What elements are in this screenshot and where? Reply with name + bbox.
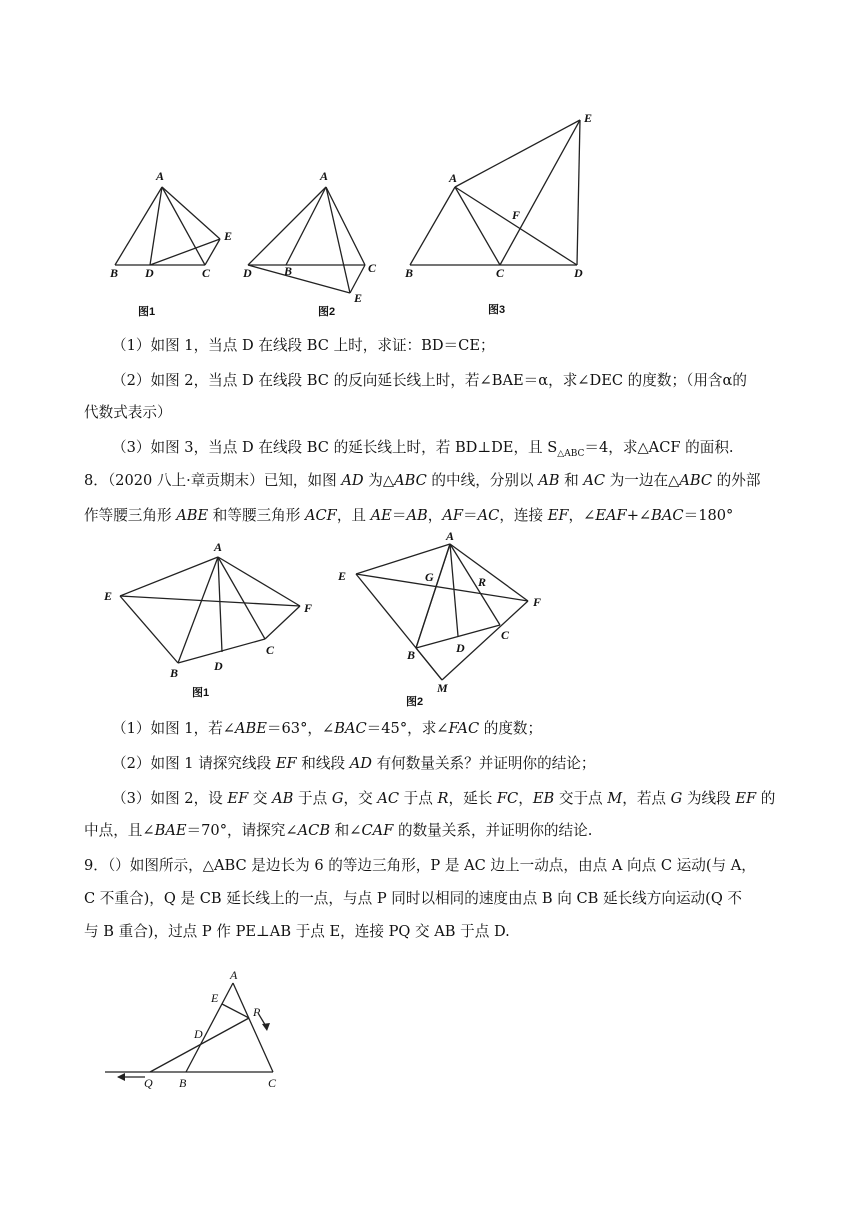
q8-var: EAF <box>595 507 627 524</box>
q8-text: 于点 <box>399 790 438 807</box>
q7-figure-2 <box>240 165 390 320</box>
q8-var: FC <box>496 790 519 807</box>
label-C: C <box>368 261 377 275</box>
q7-figure-1 <box>100 165 250 320</box>
label-R: R <box>478 575 487 589</box>
q8-text: ＝180° <box>683 507 734 524</box>
label-F: F <box>512 208 521 222</box>
label-A: A <box>230 968 238 982</box>
label-B: B <box>179 1076 187 1090</box>
q9-figure <box>105 965 295 1095</box>
q8-text: 中点，且∠ <box>84 822 155 839</box>
q8-text: 的度数； <box>479 720 543 737</box>
q8-text: 的中线，分别以 <box>426 472 539 489</box>
q8-text: ＝70°，请探究∠ <box>186 822 298 839</box>
label-B: B <box>405 266 414 280</box>
q8-text: +∠ <box>626 507 652 524</box>
q8-var: ABC <box>394 472 427 489</box>
q8-text: 的数量关系，并证明你的结论. <box>393 822 593 839</box>
label-A: A <box>320 169 329 183</box>
q8-var: AD <box>341 472 364 489</box>
q8-var: EF <box>547 507 569 524</box>
figure-caption: 图2 <box>406 696 424 708</box>
q7-part-3-text-end: ＝4，求△ACF 的面积. <box>584 439 734 456</box>
label-B: B <box>407 648 416 662</box>
q8-text: ＝ <box>391 507 407 524</box>
label-D: D <box>456 641 465 655</box>
q8-var: AE <box>370 507 392 524</box>
q8-var: ABE <box>176 507 209 524</box>
label-C: C <box>268 1076 277 1090</box>
q8-text: ＝63°，∠ <box>266 720 335 737</box>
label-A: A <box>156 169 165 183</box>
q8-text: 和线段 <box>296 755 350 772</box>
q8-text: ，延长 <box>448 790 497 807</box>
label-F: F <box>304 601 313 615</box>
q8-text: 作等腰三角形 <box>84 507 177 524</box>
q8-var: ACF <box>304 507 337 524</box>
q8-text: 为一边在△ <box>605 472 680 489</box>
q8-text: ＝45°，求∠ <box>366 720 449 737</box>
q8-var: G <box>331 790 344 807</box>
q8-var: AB <box>406 507 428 524</box>
q8-var: EF <box>735 790 757 807</box>
q7-part-3-subscript: △ABC <box>557 448 585 459</box>
label-E: E <box>211 991 219 1005</box>
label-E: E <box>354 291 363 305</box>
label-B: B <box>170 666 179 680</box>
q9-stem-line-1: 9．（）如图所示，△ABC 是边长为 6 的等边三角形，P 是 AC 边上一动点，由点 A 向点 C 运动(与 A， <box>84 857 756 874</box>
q8-text: ，若点 <box>622 790 671 807</box>
q8-text: ＝ <box>463 507 478 524</box>
q8-var: EF <box>275 755 297 772</box>
label-D: D <box>574 266 583 280</box>
label-E: E <box>224 229 233 243</box>
q8-var: ABE <box>235 720 267 737</box>
label-D: D <box>214 659 223 673</box>
figure-caption: 图3 <box>488 304 506 316</box>
label-D: D <box>243 266 252 280</box>
q7-part-1: （1）如图 1，当点 D 在线段 BC 上时，求证：BD＝CE； <box>112 337 495 354</box>
q8-stem-line-1 <box>84 471 778 491</box>
label-E: E <box>584 111 593 125</box>
q8-text: 和 <box>559 472 584 489</box>
q8-text: （1）如图 1，若∠ <box>112 720 235 737</box>
q7-part-3-text: （3）如图 3，当点 D 在线段 BC 的延长线上时，若 BD⊥DE，且 S <box>112 439 558 456</box>
label-B: B <box>284 264 293 278</box>
label-C: C <box>266 643 275 657</box>
q8-text: ，交 <box>343 790 378 807</box>
label-F: F <box>533 595 542 609</box>
q8-text: 为△ <box>363 472 395 489</box>
q8-text: （3）如图 2，设 <box>112 790 228 807</box>
q8-var: AB <box>538 472 560 489</box>
figure-caption: 图2 <box>318 306 336 318</box>
label-P: P <box>253 1005 261 1019</box>
q8-text: ，连接 <box>499 507 548 524</box>
figure-caption: 图1 <box>138 306 156 318</box>
label-A: A <box>446 529 455 543</box>
q8-stem-line-2 <box>84 506 778 526</box>
q8-var: ABC <box>679 472 713 489</box>
q8-var: BAC <box>651 507 684 524</box>
q9-stem-line-2: C 不重合)，Q 是 CB 延长线上的一点，与点 P 同时以相同的速度由点 B 向 CB 延长线方向运动(Q 不 <box>84 890 743 907</box>
q8-var: BAE <box>154 822 187 839</box>
q8-var: AB <box>272 790 294 807</box>
q8-var: ACB <box>297 822 331 839</box>
q8-var: M <box>607 790 623 807</box>
label-E: E <box>338 569 347 583</box>
label-M: M <box>437 681 448 695</box>
q8-figure-1 <box>100 538 320 698</box>
q8-var: AD <box>349 755 372 772</box>
q8-figure-2 <box>330 528 560 708</box>
label-C: C <box>496 266 505 280</box>
q8-text: ， <box>518 790 533 807</box>
q8-text: 和等腰三角形 <box>208 507 305 524</box>
q8-text: （2）如图 1 请探究线段 <box>112 755 276 772</box>
q8-text: 有何数量关系？并证明你的结论； <box>371 755 596 772</box>
q8-text: 8．（2020 八上·章贡期末）已知，如图 <box>84 472 342 489</box>
q8-text: ， <box>427 507 443 524</box>
q8-text: 为线段 <box>682 790 736 807</box>
q8-var: AF <box>442 507 463 524</box>
q8-var: CAF <box>361 822 394 839</box>
q8-text: 交 <box>248 790 273 807</box>
label-G: G <box>425 570 434 584</box>
q8-var: AC <box>377 790 400 807</box>
q8-part-2 <box>112 754 778 774</box>
q8-var: EF <box>227 790 249 807</box>
q7-part-2-cont: 代数式表示） <box>84 404 172 421</box>
label-B: B <box>110 266 119 280</box>
q8-var: AC <box>477 507 500 524</box>
q8-var: G <box>670 790 683 807</box>
label-C: C <box>202 266 211 280</box>
label-D: D <box>194 1027 203 1041</box>
q8-text: 的外部 <box>712 472 761 489</box>
q7-part-2: （2）如图 2，当点 D 在线段 BC 的反向延长线上时，若∠BAE＝α，求∠DEC 的度数；（用含α的 <box>112 372 747 389</box>
q8-text: ，且 <box>336 507 371 524</box>
q8-part-3 <box>112 789 778 809</box>
q8-text: 和∠ <box>330 822 362 839</box>
q8-text: 的 <box>756 790 776 807</box>
q8-part-3-cont <box>84 821 778 841</box>
q8-var: EB <box>532 790 555 807</box>
label-C: C <box>501 628 510 642</box>
label-D: D <box>145 266 154 280</box>
q7-figure-3 <box>400 110 610 320</box>
q8-var: BAC <box>334 720 367 737</box>
q8-part-1 <box>112 719 778 739</box>
label-Q: Q <box>144 1076 153 1090</box>
figure-caption: 图1 <box>192 687 210 699</box>
q8-var: R <box>437 790 449 807</box>
q9-stem-line-3: 与 B 重合)，过点 P 作 PE⊥AB 于点 E，连接 PQ 交 AB 于点 D. <box>84 923 510 940</box>
label-A: A <box>449 171 458 185</box>
q8-text: ，∠ <box>568 507 596 524</box>
label-A: A <box>214 540 223 554</box>
label-E: E <box>104 589 113 603</box>
q7-part-3 <box>112 438 778 464</box>
q8-var: AC <box>583 472 606 489</box>
q8-text: 交于点 <box>554 790 608 807</box>
q8-text: 于点 <box>293 790 332 807</box>
q8-var: FAC <box>448 720 480 737</box>
